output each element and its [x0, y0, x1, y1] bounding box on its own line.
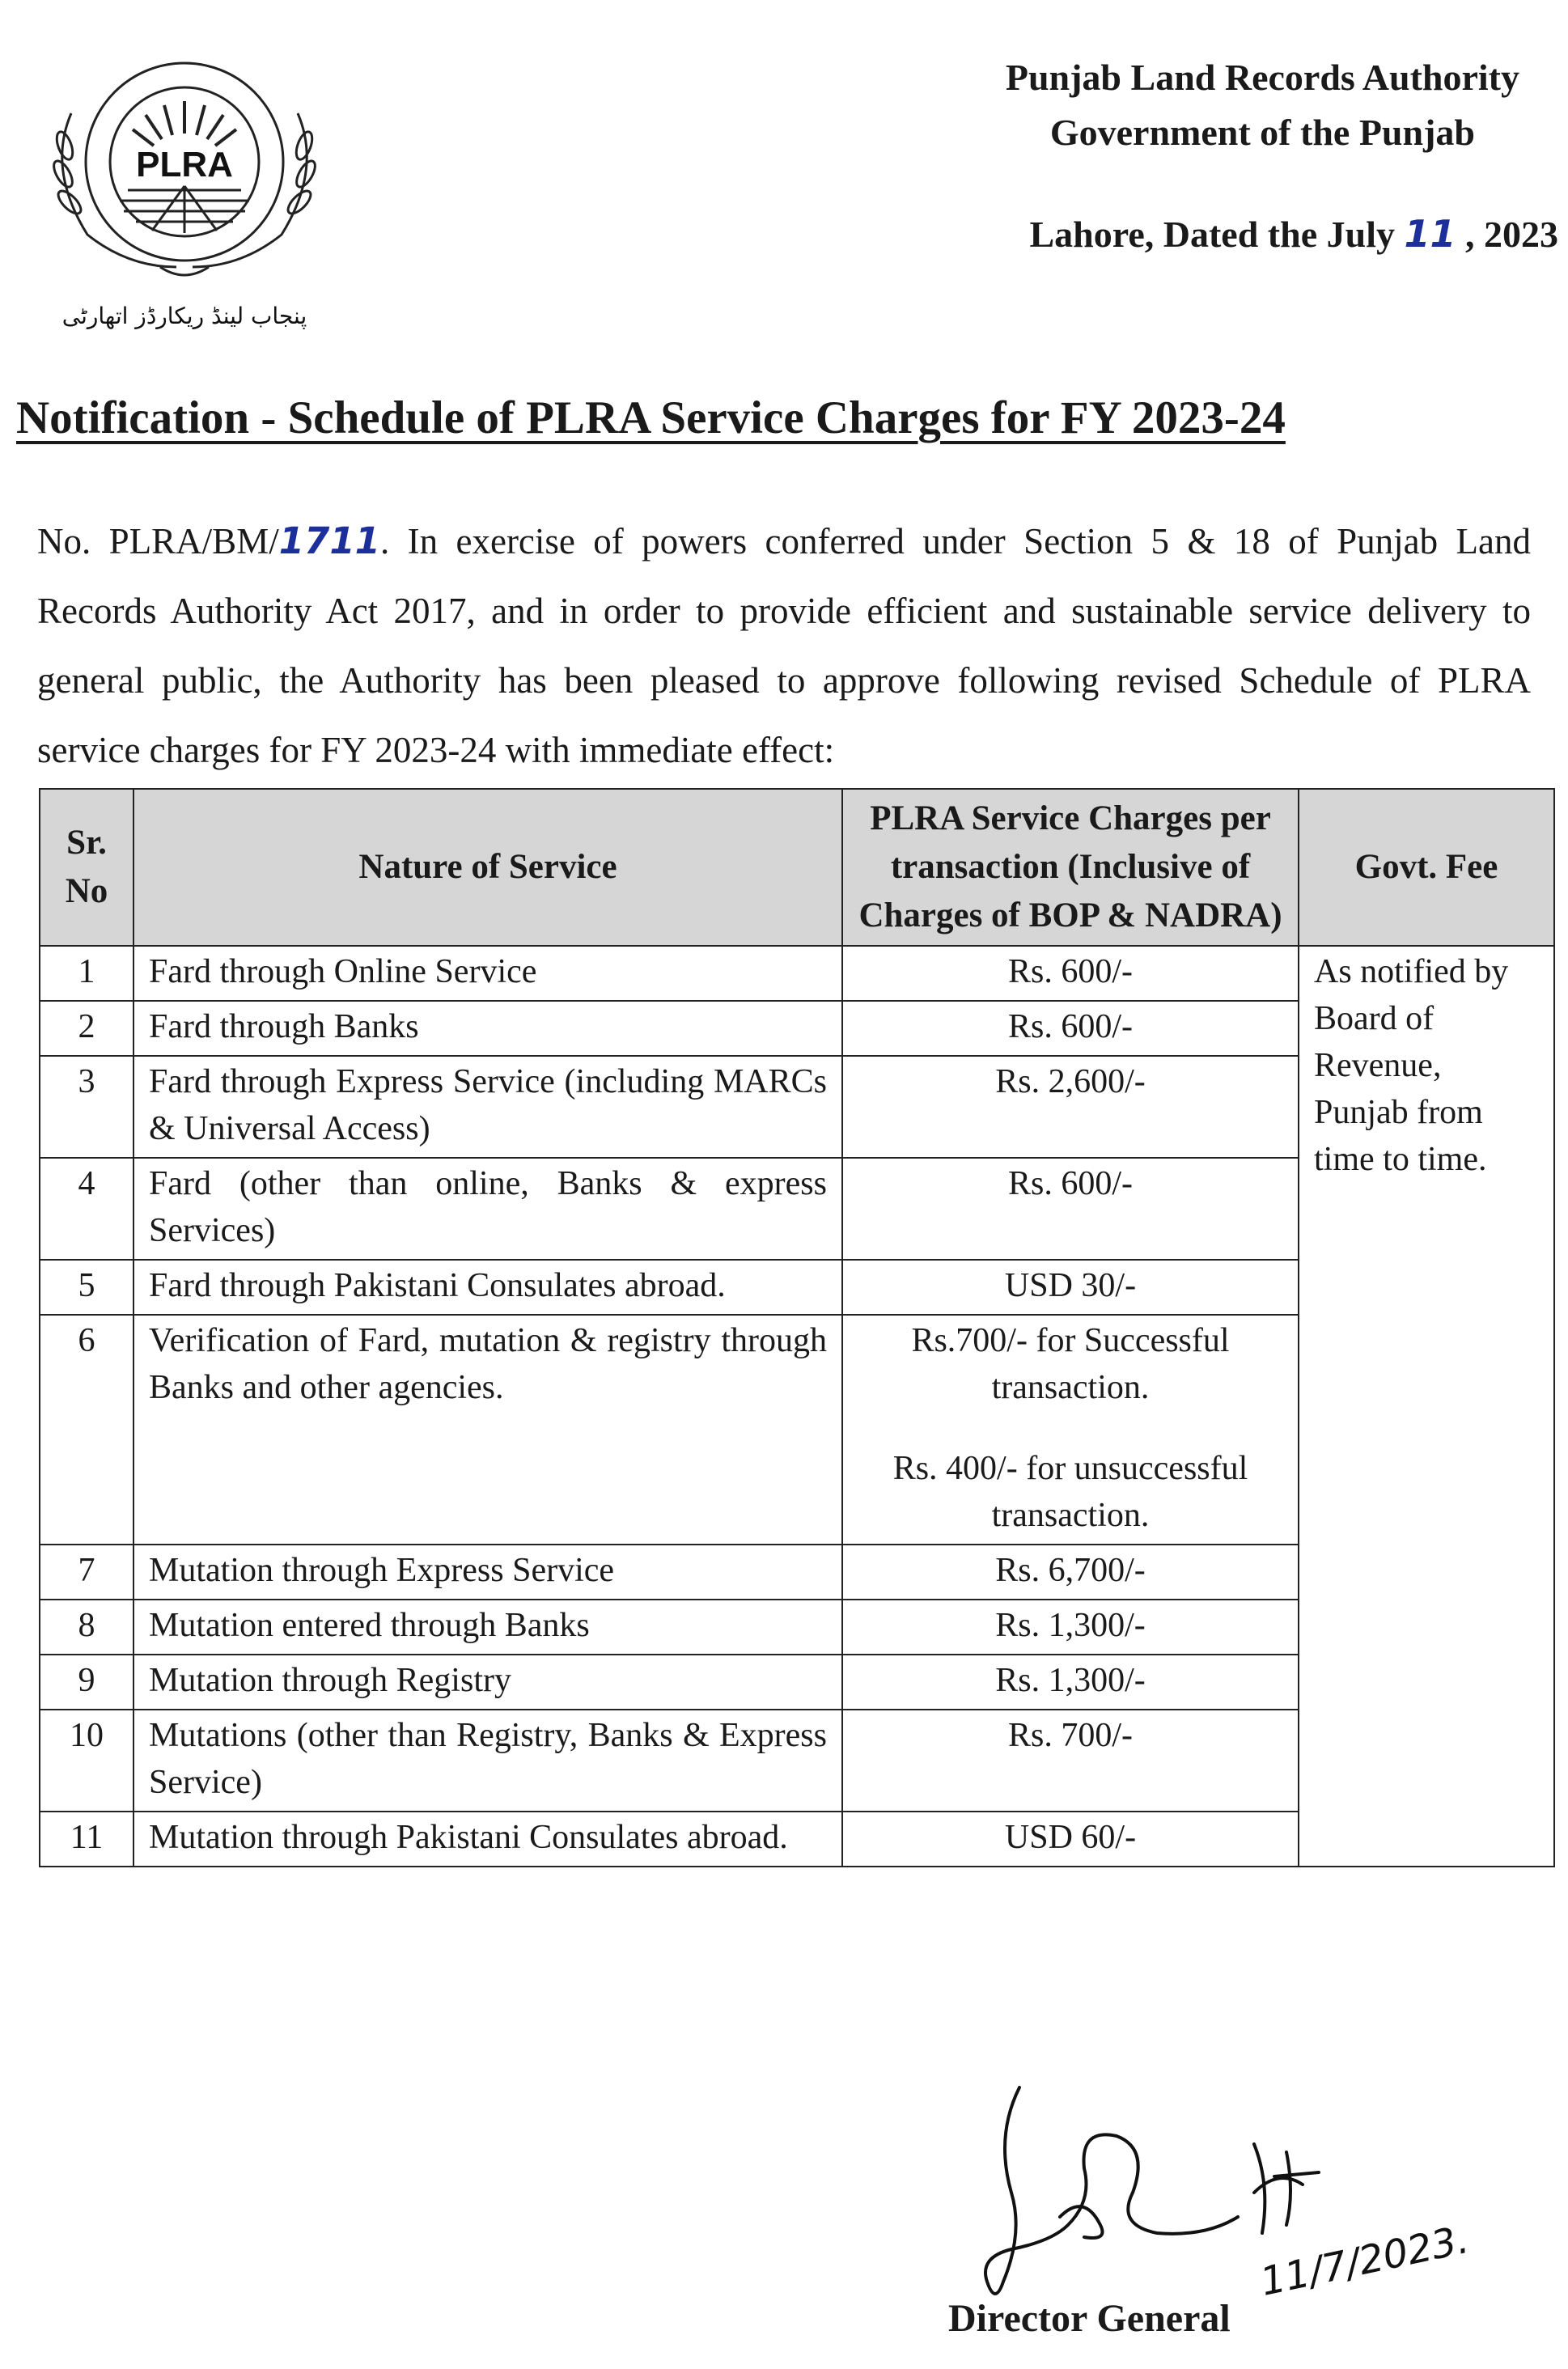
signature-date: 11/7/2023. [1257, 2216, 1473, 2305]
ref-number-handwritten: 1711 [278, 519, 380, 562]
date-suffix: , 2023 [1465, 214, 1558, 255]
row-sr: 6 [40, 1315, 133, 1545]
row-service: Mutation through Registry [133, 1655, 842, 1710]
org-government: Government of the Punjab [1049, 112, 1475, 153]
notification-title: Notification - Schedule of PLRA Service Charges for FY 2023-24 [16, 392, 1286, 443]
row-sr: 10 [40, 1710, 133, 1812]
row-sr: 2 [40, 1001, 133, 1056]
row-sr: 7 [40, 1545, 133, 1600]
row-charge: Rs. 1,300/- [842, 1600, 1299, 1655]
row-charge: USD 30/- [842, 1260, 1299, 1315]
header-sr-no: Sr. No [40, 789, 133, 946]
row-charge: Rs.700/- for Successful transaction. [911, 1322, 1230, 1406]
header-nature-of-service: Nature of Service [133, 789, 842, 946]
row-charge: Rs. 600/- [842, 946, 1299, 1001]
row-service: Fard through Pakistani Consulates abroad. [133, 1260, 842, 1315]
row-charge: Rs. 600/- [842, 1001, 1299, 1056]
row-charge: USD 60/- [842, 1812, 1299, 1867]
row-sr: 5 [40, 1260, 133, 1315]
logo-text: PLRA [136, 145, 233, 184]
row-service: Fard through Online Service [133, 946, 842, 1001]
row-charge: Rs. 600/- [842, 1158, 1299, 1260]
header-service-charges: PLRA Service Charges per transaction (Inclusive of Charges of BOP & NADRA) [842, 789, 1299, 946]
dateline [1029, 212, 1558, 256]
org-name: Punjab Land Records Authority [1005, 57, 1519, 98]
date-day-handwritten: 11 [1404, 212, 1456, 256]
table-header-row [40, 789, 1554, 946]
table-row [40, 946, 1554, 1001]
row-service: Mutation entered through Banks [133, 1600, 842, 1655]
govt-fee-note: As notified by Board of Revenue, Punjab from time to time. [1299, 946, 1554, 1867]
row-sr: 11 [40, 1812, 133, 1867]
service-charges-table [39, 788, 1555, 1867]
row-sr: 1 [40, 946, 133, 1001]
row-sr: 4 [40, 1158, 133, 1260]
row-sr: 3 [40, 1056, 133, 1158]
plra-logo [15, 24, 354, 348]
header-govt-fee: Govt. Fee [1299, 789, 1554, 946]
row-service: Mutations (other than Registry, Banks & Express Service) [133, 1710, 842, 1812]
intro-paragraph [37, 506, 1531, 785]
row-service: Fard through Express Service (including MARCs & Universal Access) [133, 1056, 842, 1158]
intro-body: . In exercise of powers conferred under Section 5 & 18 of Punjab Land Records Authority Act 2017, and in order to provide efficient and sustainable service delivery to general public, the Authority has been pleased to approve following revised Schedule of PLRA service charges for FY 2023-24 with immediate effect: [37, 521, 1531, 770]
signer-title: Director General [948, 2297, 1231, 2340]
row-service: Verification of Fard, mutation & registry through Banks and other agencies. [133, 1315, 842, 1545]
field-rows-icon [120, 186, 249, 233]
row-charge-multi [842, 1315, 1299, 1545]
row-charge: Rs. 1,300/- [842, 1655, 1299, 1710]
row-service: Mutation through Express Service [133, 1545, 842, 1600]
sun-rays-icon [133, 101, 236, 146]
row-service: Fard through Banks [133, 1001, 842, 1056]
logo-urdu-caption: پنجاب لینڈ ریکارڈز اتھارٹی [61, 303, 307, 329]
row-charge: Rs. 2,600/- [842, 1056, 1299, 1158]
date-prefix: Lahore, Dated the July [1029, 214, 1395, 255]
row-sr: 9 [40, 1655, 133, 1710]
row-charge: Rs. 700/- [842, 1710, 1299, 1812]
signature [963, 2071, 1545, 2314]
row-charge-extra: Rs. 400/- for unsuccessful transaction. [892, 1450, 1248, 1534]
row-charge: Rs. 6,700/- [842, 1545, 1299, 1600]
ref-prefix: No. PLRA/BM/ [37, 521, 279, 562]
org-header [1006, 50, 1519, 160]
row-service: Fard (other than online, Banks & express Services) [133, 1158, 842, 1260]
row-sr: 8 [40, 1600, 133, 1655]
row-service: Mutation through Pakistani Consulates abroad. [133, 1812, 842, 1867]
